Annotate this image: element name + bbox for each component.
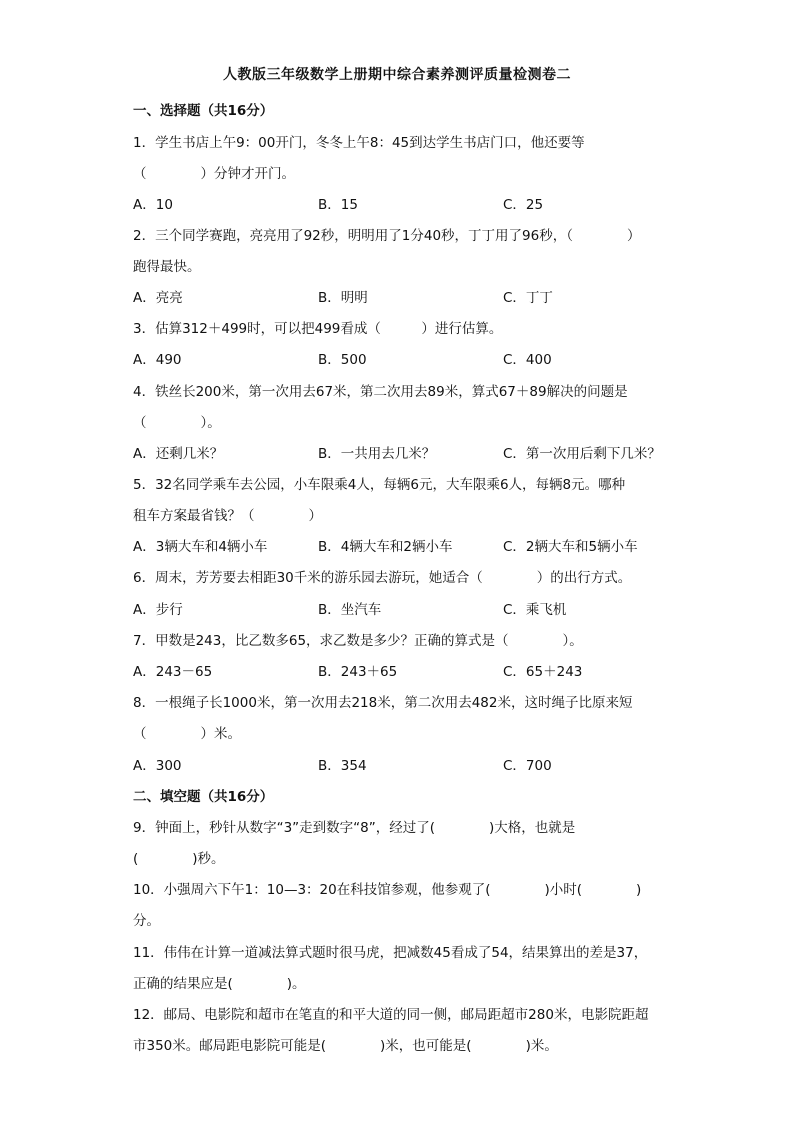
question-4-text-cont: （ ）。 [133, 415, 221, 431]
question-4-text: 4．铁丝长200米，第一次用去67米，第二次用去89米，算式67＋89解决的问题是 [133, 384, 628, 400]
question-10-text-cont: 分。 [133, 913, 160, 929]
page-title: 人教版三年级数学上册期中综合素养测评质量检测卷二 [223, 67, 571, 83]
question-3-option-b: B．500 [318, 352, 367, 368]
question-8-option-b: B．354 [318, 758, 367, 774]
question-5-option-c: C．2辆大车和5辆小车 [503, 539, 638, 555]
question-4-option-b: B．一共用去几米？ [318, 446, 436, 462]
question-8-option-a: A．300 [133, 758, 182, 774]
question-9-text-cont: ( )秒。 [133, 851, 225, 867]
question-5-option-b: B．4辆大车和2辆小车 [318, 539, 453, 555]
question-7-option-a: A．243－65 [133, 664, 213, 680]
question-1-option-c: C．25 [503, 197, 544, 213]
question-8-text-cont: （ ）米。 [133, 726, 241, 742]
question-7-text: 7．甲数是243，比乙数多65，求乙数是多少？正确的算式是（ ）。 [133, 633, 583, 649]
question-11-text-cont: 正确的结果应是( )。 [133, 976, 306, 992]
question-12-text-cont: 市350米。邮局距电影院可能是( )米，也可能是( )米。 [133, 1038, 558, 1054]
question-1-text-cont: （ ）分钟才开门。 [133, 166, 295, 182]
question-1-option-a: A．10 [133, 197, 173, 213]
section-heading-fill: 二、填空题（共16分） [133, 789, 274, 805]
question-8-text: 8．一根绳子长1000米，第一次用去218米，第二次用去482米，这时绳子比原来短 [133, 695, 633, 711]
section-heading-choice: 一、选择题（共16分） [133, 103, 274, 119]
question-6-text: 6．周末，芳芳要去相距30千米的游乐园去游玩，她适合（ ）的出行方式。 [133, 570, 632, 586]
question-11-text: 11．伟伟在计算一道减法算式题时很马虎，把减数45看成了54，结果算出的差是37， [133, 945, 648, 961]
question-4-option-a: A．还剩几米？ [133, 446, 224, 462]
question-5-option-a: A．3辆大车和4辆小车 [133, 539, 268, 555]
question-5-text-cont: 租车方案最省钱？（ ） [133, 508, 322, 524]
question-5-text: 5．32名同学乘车去公园，小车限乘4人，每辆6元，大车限乘6人，每辆8元。哪种 [133, 477, 626, 493]
question-3-option-c: C．400 [503, 352, 552, 368]
question-2-text-cont: 跑得最快。 [133, 259, 201, 275]
question-7-option-c: C．65＋243 [503, 664, 583, 680]
question-2-option-b: B．明明 [318, 290, 368, 306]
question-1-text: 1．学生书店上午9：00开门，冬冬上午8：45到达学生书店门口，他还要等 [133, 135, 585, 151]
question-10-text: 10．小强周六下午1：10—3：20在科技馆参观，他参观了( )小时( ) [133, 882, 642, 898]
question-3-option-a: A．490 [133, 352, 182, 368]
question-9-text: 9．钟面上，秒针从数字“3”走到数字“8”，经过了( )大格，也就是 [133, 820, 576, 836]
question-2-option-c: C．丁丁 [503, 290, 553, 306]
question-1-option-b: B．15 [318, 197, 358, 213]
question-2-text: 2．三个同学赛跑，亮亮用了92秒，明明用了1分40秒，丁丁用了96秒，（ ） [133, 228, 641, 244]
question-8-option-c: C．700 [503, 758, 552, 774]
question-12-text: 12．邮局、电影院和超市在笔直的和平大道的同一侧，邮局距超市280米，电影院距超 [133, 1007, 649, 1023]
question-6-option-b: B．坐汽车 [318, 602, 382, 618]
question-6-option-a: A．步行 [133, 602, 183, 618]
question-4-option-c: C．第一次用后剩下几米？ [503, 446, 661, 462]
question-3-text: 3．估算312＋499时，可以把499看成（ ）进行估算。 [133, 321, 503, 337]
question-7-option-b: B．243＋65 [318, 664, 398, 680]
question-6-option-c: C．乘飞机 [503, 602, 567, 618]
question-2-option-a: A．亮亮 [133, 290, 183, 306]
